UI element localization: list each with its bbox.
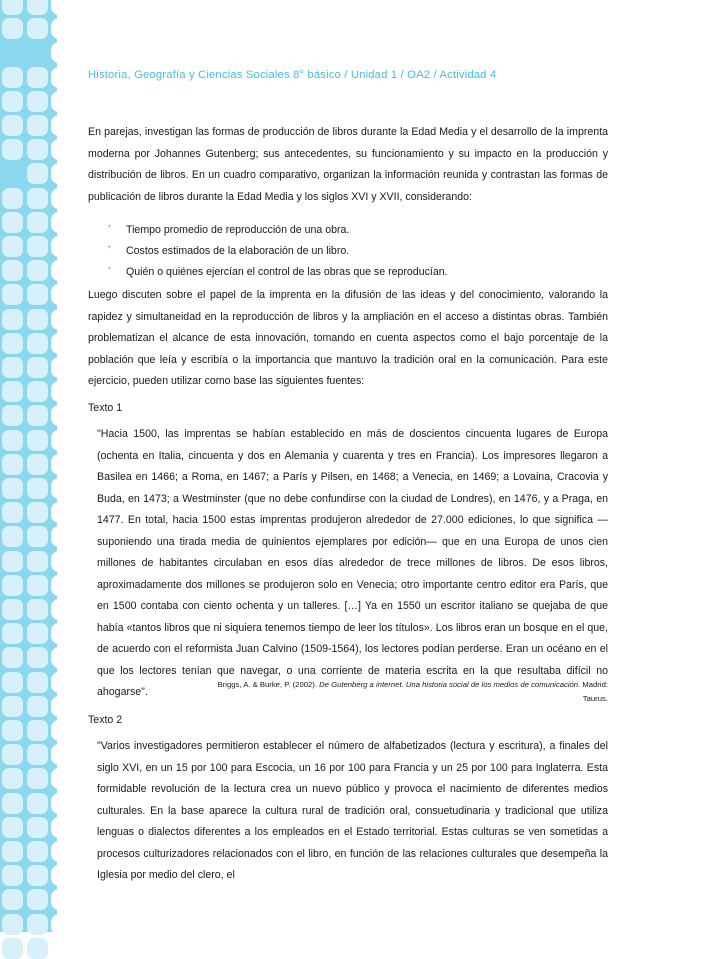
- source-citation-texto-1: [200, 678, 608, 705]
- decorative-cell: [51, 938, 72, 959]
- list-item-label: Quién o quiénes ejercían el control de las obras que se reproducían.: [126, 266, 448, 278]
- list-item: [88, 220, 608, 241]
- source-label-texto-1: Texto 1: [88, 402, 123, 414]
- bullet-icon: ’: [108, 245, 111, 256]
- list-item: [88, 262, 608, 283]
- decorative-cell: [2, 938, 23, 959]
- page-title: Historia, Geografía y Ciencias Sociales 8° básico / Unidad 1 / OA2 / Actividad 4: [88, 69, 497, 81]
- list-item-label: Costos estimados de la elaboración de un libro.: [126, 245, 350, 257]
- source-quote-texto-2: "Varios investigadores permitieron establecer el número de alfabetizados (lectura y escritura), a finales del siglo XVI, en un 15 por 100 para Escocia, un 16 por 100 para Francia y un 25 por 100 para Inglaterra. Esta formidable revolución de la lectura crea un nuevo público y provoca el nacimiento de diferentes medios culturales. En la base aparece la cultura rural de tradición oral, consuetudinaria y tradicional que utiliza lenguas o dialectos diferentes a los empleados en el Estado territorial. Estas culturas se ven sometidas a procesos culturizadores relacionados con el libro, en función de las relaciones culturales que desempeña la Iglesia por medio del clero, el: [97, 740, 608, 881]
- citation-title: De Gutenberg a internet. Una historia social de los medios de comunicación.: [316, 680, 581, 689]
- bullet-icon: ’: [108, 266, 111, 277]
- source-label-texto-2: Texto 2: [88, 714, 123, 726]
- decorative-cell: [27, 938, 48, 959]
- considerations-list: [88, 220, 608, 283]
- citation-publisher: Madrid: Taurus.: [580, 680, 608, 703]
- list-item: [88, 241, 608, 262]
- source-quote-texto-1: "Hacia 1500, las imprentas se habían establecido en más de doscientos cincuenta lugares de Europa (ochenta en Italia, cincuenta y dos en Alemania y cuarenta y tres en Francia). Los impresores llegaron a Basilea en 1466; a Roma, en 1467; a París y Pilsen, en 1468; a Venecia, en 1469; a Lovaina, Cracovia y Buda, en 1473; a Westminster (que no debe confundirse con la ciudad de Londres), en 1476, y a Praga, en 1477. En total, hacia 1500 estas imprentas produjeron alrededor de 27.000 ediciones, lo que significa —suponiendo una tirada media de quinientos ejemplares por edición— que en una Europa de unos cien millones de habitantes circulaban en esos días alrededor de trece millones de libros. De esos libros, aproximadamente dos millones se produjeron solo en Venecia; otro importante centro editor era París, que en 1500 contaba con ciento ochenta y un talleres. […] Ya en 1550 un escritor italiano se quejaba de que había «tantos libros que ni siquiera tenemos tiempo de leer los títulos». Los libros eran un bosque en el que, de acuerdo con el reformista Juan Calvino (1509-1564), los lectores podían perderse. Eran un océano en el que los lectores tenían que navegar, o una corriente de materia escrita en la que resultaba difícil no ahogarse".: [97, 428, 608, 698]
- intro-paragraph: En parejas, investigan las formas de producción de libros durante la Edad Media y el desarrollo de la imprenta moderna por Johannes Gutenberg; sus antecedentes, su funcionamiento y su impacto en la producción y distribución de libros. En un cuadro comparativo, organizan la información reunida y contrastan las formas de publicación de libros durante la Edad Media y los siglos XVI y XVII, considerando:: [88, 126, 608, 203]
- citation-authors: Briggs, A. & Burke, P. (2002).: [217, 680, 317, 689]
- bullet-icon: ’: [108, 224, 111, 235]
- discussion-paragraph: Luego discuten sobre el papel de la imprenta en la difusión de las ideas y del conocimiento, valorando la rapidez y simultaneidad en la reproducción de libros y la ampliación en el acceso a distintas obras. También problematizan el alcance de esta innovación, tomando en cuenta aspectos como el bajo porcentaje de la población que leía y escribía o la importancia que mantuvo la tradición oral en la comunicación. Para este ejercicio, pueden utilizar como base las siguientes fuentes:: [88, 289, 608, 387]
- list-item-label: Tiempo promedio de reproducción de una obra.: [126, 224, 350, 236]
